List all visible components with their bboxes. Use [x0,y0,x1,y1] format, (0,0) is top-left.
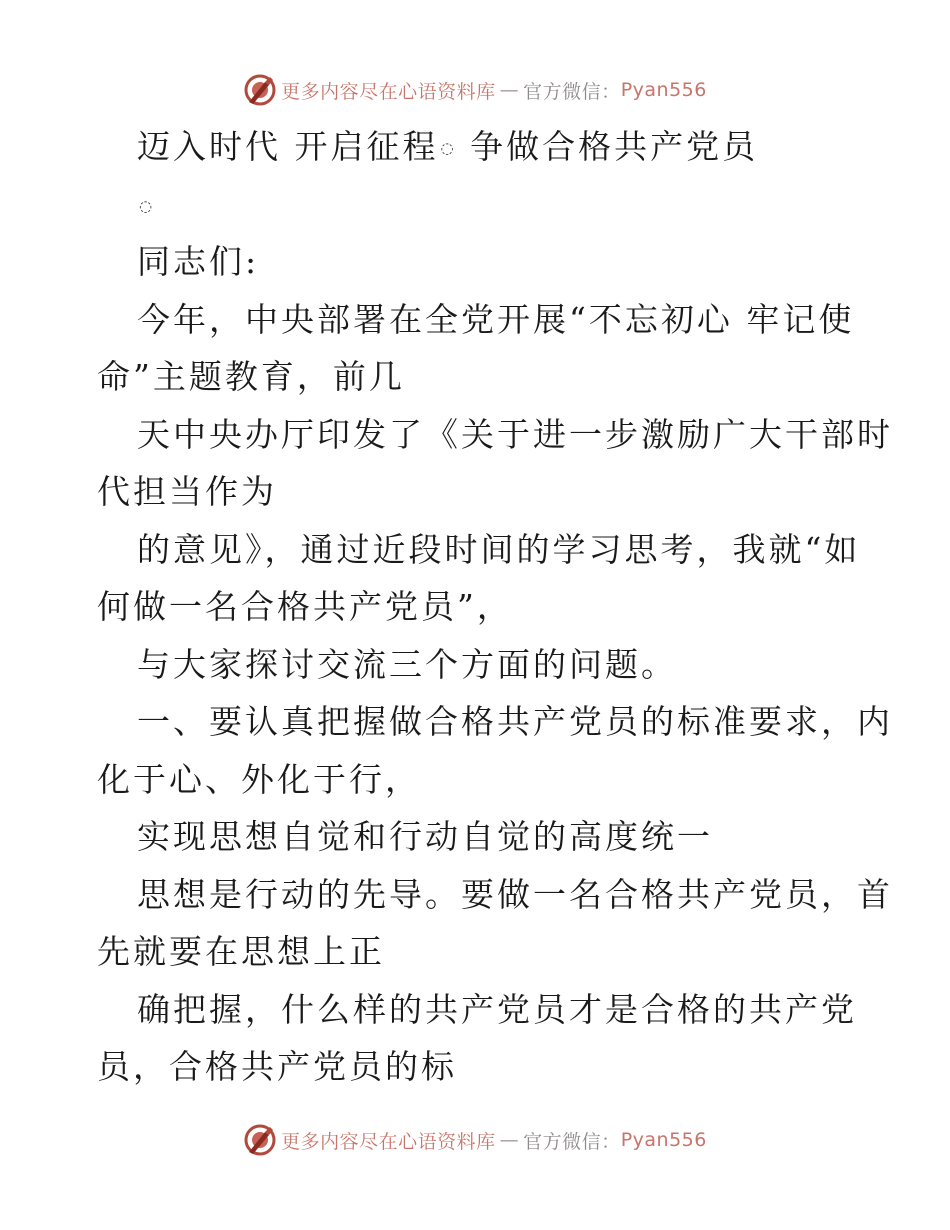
text-line: 思想是行动的先导。要做一名合格共产党员，首 [137,874,893,914]
document-title: 迈入时代 开启征程 [137,127,439,166]
text-line: 代担当作为 [97,472,277,511]
text-line: 何做一名合格共产党员”， [97,587,513,626]
banner-text: 更多内容尽在心语资料库 [281,80,496,103]
text-line: 确把握，什么样的共产党员才是合格的共产党 [137,989,857,1029]
text-line: 一、要认真把握做合格共产党员的标准要求，内 [137,702,893,741]
text-line: 今年，中央部署在全党开展“不忘初心 牢记使 [137,299,855,339]
banner-wechat-label: 官方微信： [523,80,621,103]
text-line: 的意见》，通过近段时间的学习思考，我就“如 [137,529,861,569]
banner-wechat-id: Pyan556 [620,1129,707,1151]
banner-separator: — [499,1129,520,1151]
footer-banner [0,1120,950,1160]
text-line: 同志们: [137,242,260,281]
symbol-mark: ◌ [139,196,156,215]
pen-logo-icon [243,1123,277,1157]
document-title-tail: 争做合格共产党员 [456,127,759,166]
text-line: 实现思想自觉和行动自觉的高度统一 [137,817,713,856]
banner-wechat-id: Pyan556 [620,79,707,101]
banner-separator: — [499,79,520,101]
pen-logo-icon [243,73,277,107]
banner-wechat-label: 官方微信： [523,1130,621,1153]
text-line: 天中央办厅印发了《关于进一步激励广大干部时 [137,414,893,454]
symbol-mark: ◌ [440,139,457,158]
text-line: 先就要在思想上正 [97,932,385,971]
document-title-line [97,118,857,176]
text-line: 员，合格共产党员的标 [97,1047,457,1086]
text-line: 化于心、外化于行， [97,759,421,799]
symbol-line [97,176,857,234]
header-banner [0,70,950,110]
text-line: 命”主题教育，前几 [97,357,405,396]
banner-text: 更多内容尽在心语资料库 [281,1130,496,1153]
document-body [97,118,893,1096]
text-line: 与大家探讨交流三个方面的问题。 [137,644,677,684]
